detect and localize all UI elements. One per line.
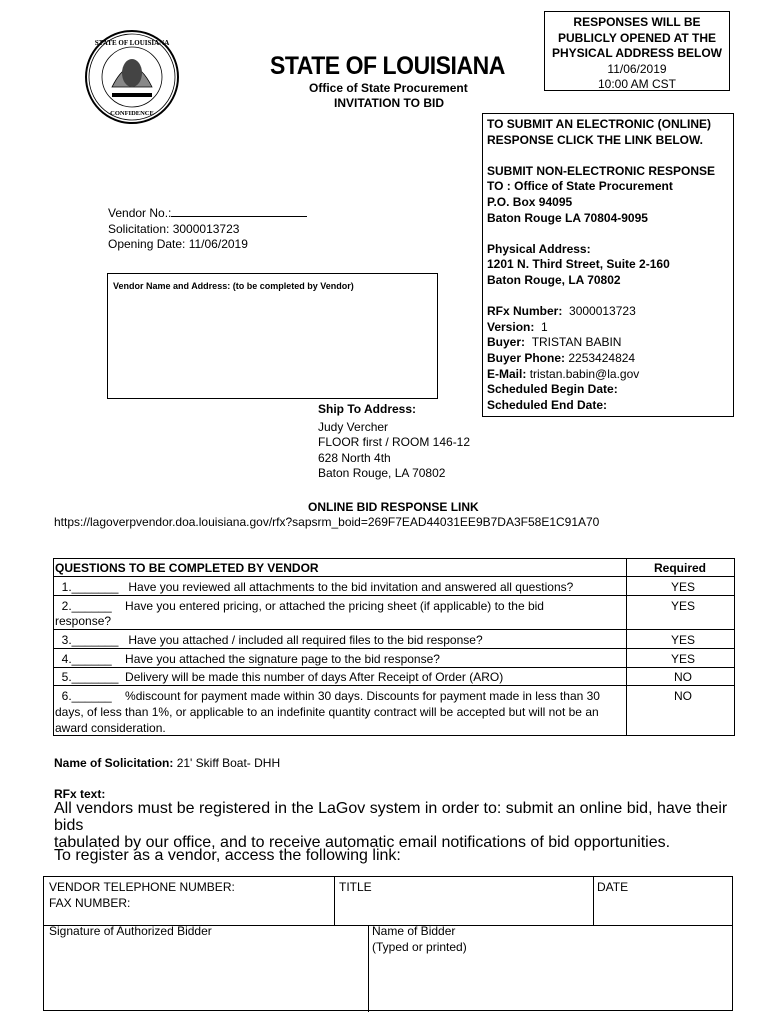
rfx-number-label: RFx Number:	[487, 304, 563, 319]
question-row-cont: award consideration.	[55, 721, 166, 735]
signature-label: Signature of Authorized Bidder	[49, 924, 212, 938]
office-name: Office of State Procurement	[309, 81, 468, 95]
question-row-cont: response?	[55, 614, 112, 628]
buyer-phone: 2253424824	[568, 350, 636, 365]
response-line: RESPONSES WILL BE	[573, 15, 701, 29]
vendor-no-label: Vendor No.:	[108, 206, 172, 220]
ship-to-line: Judy Vercher	[318, 419, 389, 434]
signature-table	[43, 876, 733, 1011]
version-label: Version:	[487, 319, 535, 334]
svg-text:STATE OF LOUISIANA: STATE OF LOUISIANA	[94, 39, 170, 47]
buyer-value: TRISTAN BABIN	[531, 335, 622, 350]
required-value: YES	[671, 599, 696, 613]
electronic-line: TO SUBMIT AN ELECTRONIC (ONLINE)	[487, 117, 711, 131]
end-date-label: Scheduled End Date:	[487, 397, 608, 412]
bidder-name-label: Name of Bidder	[372, 924, 456, 938]
registration-text	[54, 800, 754, 851]
submission-info-box	[482, 113, 734, 417]
physical-address-line: Baton Rouge, LA 70802	[487, 272, 621, 287]
required-value: YES	[671, 580, 696, 594]
solicitation-name-value: 21' Skiff Boat- DHH	[176, 756, 281, 770]
response-notice-box	[544, 11, 730, 91]
bidder-name-field[interactable]	[372, 924, 467, 955]
required-value: NO	[674, 689, 692, 703]
date-field[interactable]	[597, 880, 628, 896]
page-title: STATE OF LOUISIANA	[270, 52, 505, 80]
ship-to-label: Ship To Address:	[318, 402, 417, 416]
required-header: Required	[654, 561, 707, 575]
question-row-cont: days, of less than 1%, or applicable to an indefinite quantity contract will be accepted but will not be an	[55, 705, 599, 719]
question-row: 2.______ Have you entered pricing, or attached the pricing sheet (if applicable) to the bid	[55, 599, 544, 613]
physical-address-label: Physical Address:	[487, 241, 591, 256]
response-time: 10:00 AM CST	[597, 77, 677, 91]
physical-address-line: 1201 N. Third Street, Suite 2-160	[487, 257, 670, 272]
vendor-info	[108, 205, 307, 253]
rfx-number: 3000013723	[569, 304, 636, 319]
email-value[interactable]: tristan.babin@la.gov	[529, 366, 640, 381]
response-line: PUBLICLY OPENED AT THE	[557, 30, 717, 45]
question-row: 3._______ Have you attached / included all required files to the bid response?	[55, 633, 483, 647]
online-bid-link[interactable]: https://lagoverpvendor.doa.louisiana.gov/rfx?sapsrm_boid=269F7EAD44031EE9B7DA3F58E1C91A70	[54, 515, 600, 529]
buyer-phone-label: Buyer Phone:	[487, 350, 566, 365]
registration-line: All vendors must be registered in the LaGov system in order to: submit an online bid, have their bids	[54, 800, 728, 834]
electronic-line: RESPONSE CLICK THE LINK BELOW.	[487, 132, 704, 147]
registration-link-text: To register as a vendor, access the following link:	[54, 847, 401, 864]
vendor-name-label: Vendor Name and Address: (to be completed by Vendor)	[113, 281, 354, 291]
question-row: 6.______ %discount for payment made within 30 days. Discounts for payment made in less than 30	[55, 689, 600, 703]
title-field[interactable]	[339, 880, 372, 896]
ship-to-address	[318, 402, 470, 482]
vendor-phone-field[interactable]	[49, 880, 235, 911]
nonelec-line: P.O. Box 94095	[487, 194, 573, 209]
opening-date: Opening Date: 11/06/2019	[108, 237, 248, 251]
required-value: YES	[671, 633, 696, 647]
online-link-title: ONLINE BID RESPONSE LINK	[308, 500, 479, 514]
version-value: 1	[541, 319, 548, 334]
date-label: DATE	[597, 880, 629, 894]
vendor-questions-table	[53, 558, 735, 736]
begin-date-label: Scheduled Begin Date:	[487, 382, 618, 397]
response-line: PHYSICAL ADDRESS BELOW	[551, 46, 722, 60]
question-row: 4.______ Have you attached the signature page to the bid response?	[55, 652, 440, 666]
questions-header: QUESTIONS TO BE COMPLETED BY VENDOR	[55, 561, 319, 575]
doc-type: INVITATION TO BID	[334, 96, 444, 110]
bidder-name-sublabel: (Typed or printed)	[372, 939, 467, 954]
required-value: NO	[674, 670, 692, 684]
registration-line: tabulated by our office, and to receive automatic email notifications of bid opportunities.	[54, 834, 671, 851]
required-value: YES	[671, 652, 696, 666]
nonelec-line: SUBMIT NON-ELECTRONIC RESPONSE	[487, 163, 716, 178]
title-label: TITLE	[339, 880, 372, 894]
rfx-text-label: RFx text:	[54, 787, 106, 801]
question-row: 5._______ Delivery will be made this number of days After Receipt of Order (ARO)	[55, 670, 504, 684]
vendor-name-address-field[interactable]	[107, 273, 438, 399]
email-label: E-Mail:	[487, 366, 527, 381]
state-seal	[82, 27, 182, 127]
buyer-label: Buyer:	[487, 335, 526, 350]
ship-to-line: FLOOR first / ROOM 146-12	[318, 435, 471, 449]
solicitation-name-label: Name of Solicitation:	[54, 756, 174, 770]
svg-text:CONFIDENCE: CONFIDENCE	[110, 110, 154, 117]
vendor-no-field[interactable]	[171, 205, 307, 217]
response-date: 11/06/2019	[607, 61, 667, 76]
nonelec-line: TO : Office of State Procurement	[487, 179, 673, 194]
ship-to-line: 628 North 4th	[318, 450, 391, 465]
solicitation-name	[54, 756, 280, 770]
solicitation-number: Solicitation: 3000013723	[108, 221, 240, 236]
signature-field[interactable]	[49, 924, 212, 940]
vendor-phone-label: VENDOR TELEPHONE NUMBER:	[49, 880, 235, 894]
question-row: 1._______ Have you reviewed all attachments to the bid invitation and answered all questions?	[55, 580, 574, 594]
fax-number-label: FAX NUMBER:	[49, 895, 131, 910]
ship-to-line: Baton Rouge, LA 70802	[318, 466, 446, 480]
nonelec-line: Baton Rouge LA 70804-9095	[487, 210, 648, 225]
